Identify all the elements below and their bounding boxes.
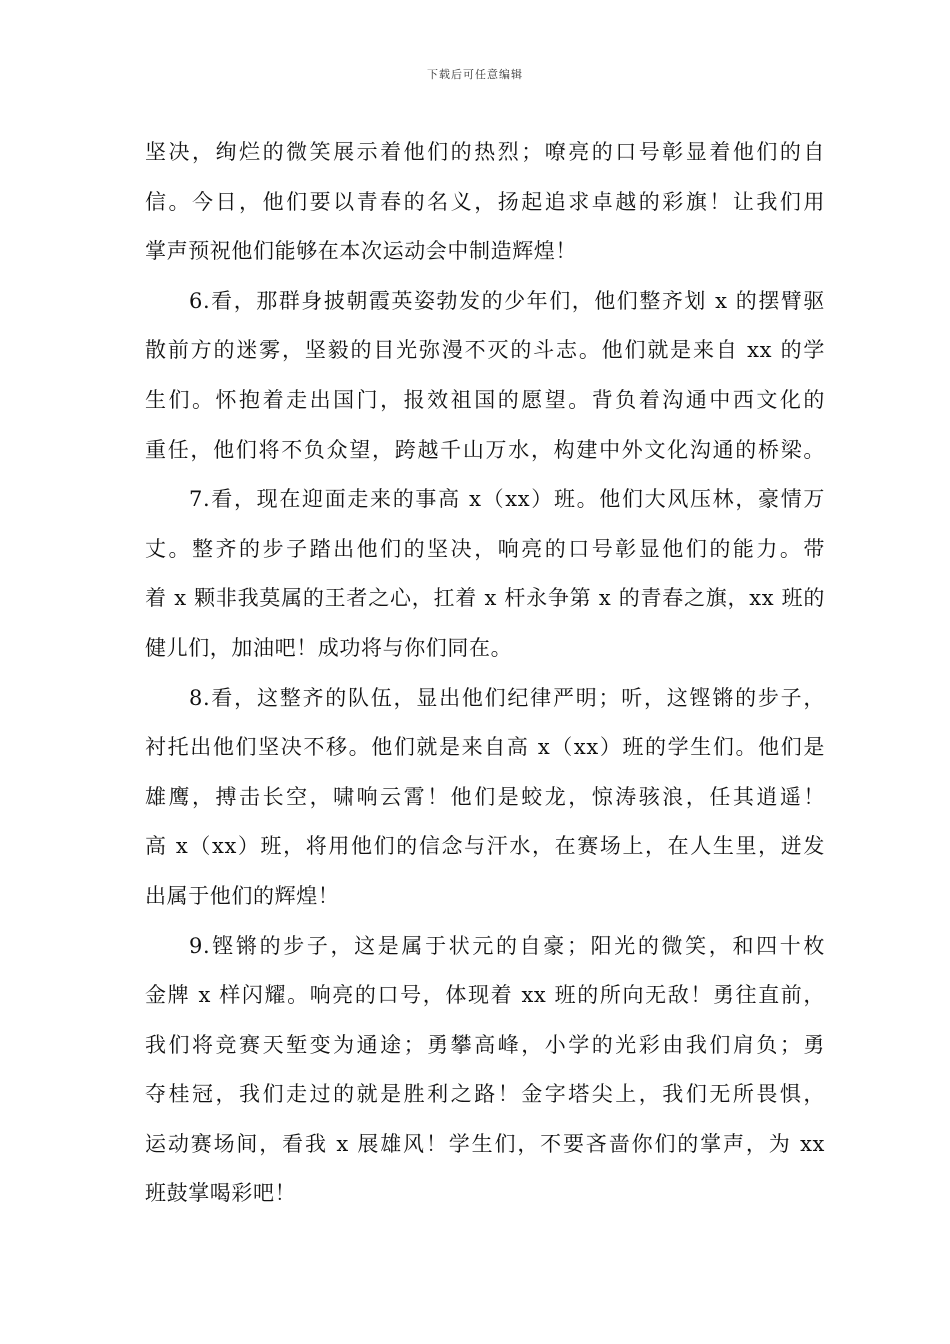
text-line: 健儿们，加油吧！成功将与你们同在。 bbox=[145, 635, 513, 660]
text-line: 金牌 x 样闪耀。响亮的口号，体现着 xx 班的所向无敌！勇往直前， bbox=[145, 983, 825, 1008]
text-line: 散前方的迷雾，坚毅的目光弥漫不灭的斗志。他们就是来自 xx 的学 bbox=[145, 338, 825, 363]
text-line: 信。今日，他们要以青春的名义，扬起追求卓越的彩旗！让我们用 bbox=[145, 189, 825, 214]
text-line: 运动赛场间，看我 x 展雄风！学生们，不要吝啬你们的掌声，为 xx bbox=[145, 1131, 825, 1156]
text-line: 衬托出他们坚决不移。他们就是来自高 x（xx）班的学生们。他们是 bbox=[145, 735, 825, 760]
paragraph-first-line: 9.铿锵的步子，这是属于状元的自豪；阳光的微笑，和四十枚 bbox=[189, 933, 825, 958]
text-line: 重任，他们将不负众望，跨越千山万水，构建中外文化沟通的桥梁。 bbox=[145, 437, 825, 462]
text-line: 着 x 颗非我莫属的王者之心，扛着 x 杆永争第 x 的青春之旗，xx 班的 bbox=[145, 586, 825, 611]
page-header: 下载后可任意编辑 bbox=[427, 68, 523, 81]
text-line: 丈。整齐的步子踏出他们的坚决，响亮的口号彰显他们的能力。带 bbox=[145, 536, 825, 561]
text-line: 掌声预祝他们能够在本次运动会中制造辉煌！ bbox=[145, 239, 577, 264]
text-line: 高 x（xx）班，将用他们的信念与汗水，在赛场上，在人生里，迸发 bbox=[145, 834, 825, 859]
text-line: 生们。怀抱着走出国门，报效祖国的愿望。背负着沟通中西文化的 bbox=[145, 387, 825, 412]
document-body bbox=[145, 128, 825, 1219]
text-line: 我们将竞赛天堑变为通途；勇攀高峰，小学的光彩由我们肩负；勇 bbox=[145, 1032, 825, 1057]
paragraph-first-line: 6.看，那群身披朝霞英姿勃发的少年们，他们整齐划 x 的摆臂驱 bbox=[189, 288, 825, 313]
paragraph-first-line: 8.看，这整齐的队伍，显出他们纪律严明；听，这铿锵的步子， bbox=[189, 685, 825, 710]
text-line: 出属于他们的辉煌！ bbox=[145, 883, 340, 908]
text-line: 夺桂冠，我们走过的就是胜利之路！金字塔尖上，我们无所畏惧， bbox=[145, 1082, 825, 1107]
text-line: 坚决，绚烂的微笑展示着他们的热烈；嘹亮的口号彰显着他们的自 bbox=[145, 140, 825, 164]
paragraph-first-line: 7.看，现在迎面走来的事高 x（xx）班。他们大风压林，豪情万 bbox=[189, 487, 825, 512]
text-line: 班鼓掌喝彩吧！ bbox=[145, 1181, 297, 1206]
text-line: 雄鹰，搏击长空，啸响云霄！他们是蛟龙，惊涛骇浪，任其逍遥！ bbox=[145, 784, 825, 809]
